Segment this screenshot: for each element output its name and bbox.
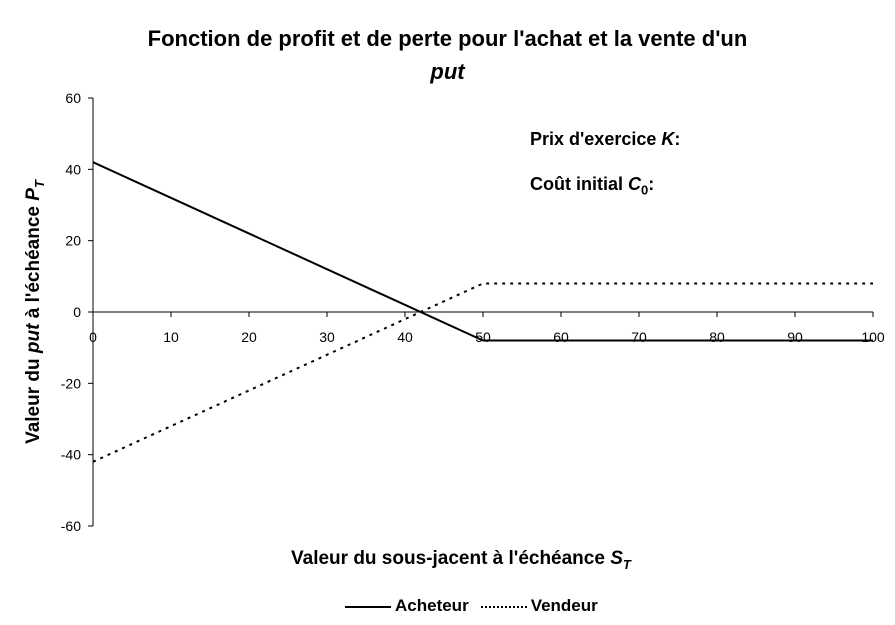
annotation-strike-var: K xyxy=(661,129,675,149)
y-tick-label: -60 xyxy=(60,518,81,534)
y-axis-label-italic: put xyxy=(23,323,45,354)
x-axis-label-sub: T xyxy=(622,556,631,572)
x-axis-label-var: S xyxy=(610,548,623,569)
legend-swatch-acheteur xyxy=(345,606,391,608)
y-tick-label: -40 xyxy=(60,446,81,463)
legend-label-vendeur: Vendeur xyxy=(530,596,598,615)
y-tick-label: 60 xyxy=(65,90,81,106)
x-tick-label: 0 xyxy=(89,329,97,345)
annotation-premium-suffix: : xyxy=(648,174,655,194)
y-axis-label-var: P xyxy=(23,188,45,201)
annotation-strike-suffix: : xyxy=(674,129,681,149)
x-tick-label: 100 xyxy=(861,329,885,345)
x-tick-label: 40 xyxy=(397,329,413,345)
annotation-strike-prefix: Prix d'exercice xyxy=(530,129,662,149)
y-tick-label: 20 xyxy=(65,232,81,249)
series-line-vendeur xyxy=(93,283,873,461)
legend-swatch-vendeur xyxy=(481,606,527,608)
annotation-premium-sub: 0 xyxy=(641,182,649,198)
y-tick-label: 0 xyxy=(73,304,81,320)
y-tick-label: -20 xyxy=(60,375,81,392)
chart-title-line2: put xyxy=(430,59,465,84)
x-tick-label: 30 xyxy=(319,329,335,345)
x-tick-label: 80 xyxy=(709,329,725,345)
x-tick-label: 50 xyxy=(475,329,491,345)
legend xyxy=(345,596,598,616)
x-tick-label: 90 xyxy=(787,329,803,345)
x-tick-label: 70 xyxy=(631,329,647,345)
y-axis-label-sub: T xyxy=(31,180,47,189)
x-tick-label: 10 xyxy=(163,329,179,345)
y-axis-label-prefix: Valeur du xyxy=(23,353,45,444)
x-tick-label: 20 xyxy=(241,329,257,345)
y-axis-label-mid: à l'échéance xyxy=(23,200,45,324)
legend-label-acheteur: Acheteur xyxy=(395,596,469,615)
annotation-premium-var: C xyxy=(628,174,641,194)
x-axis-label-prefix: Valeur du sous-jacent à l'échéance xyxy=(291,548,611,569)
annotation-premium-prefix: Coût initial xyxy=(530,174,628,194)
y-tick-label: 40 xyxy=(65,161,81,178)
chart-title-line1: Fonction de profit et de perte pour l'achat et la vente d'un xyxy=(147,26,748,51)
x-tick-label: 60 xyxy=(553,329,569,345)
